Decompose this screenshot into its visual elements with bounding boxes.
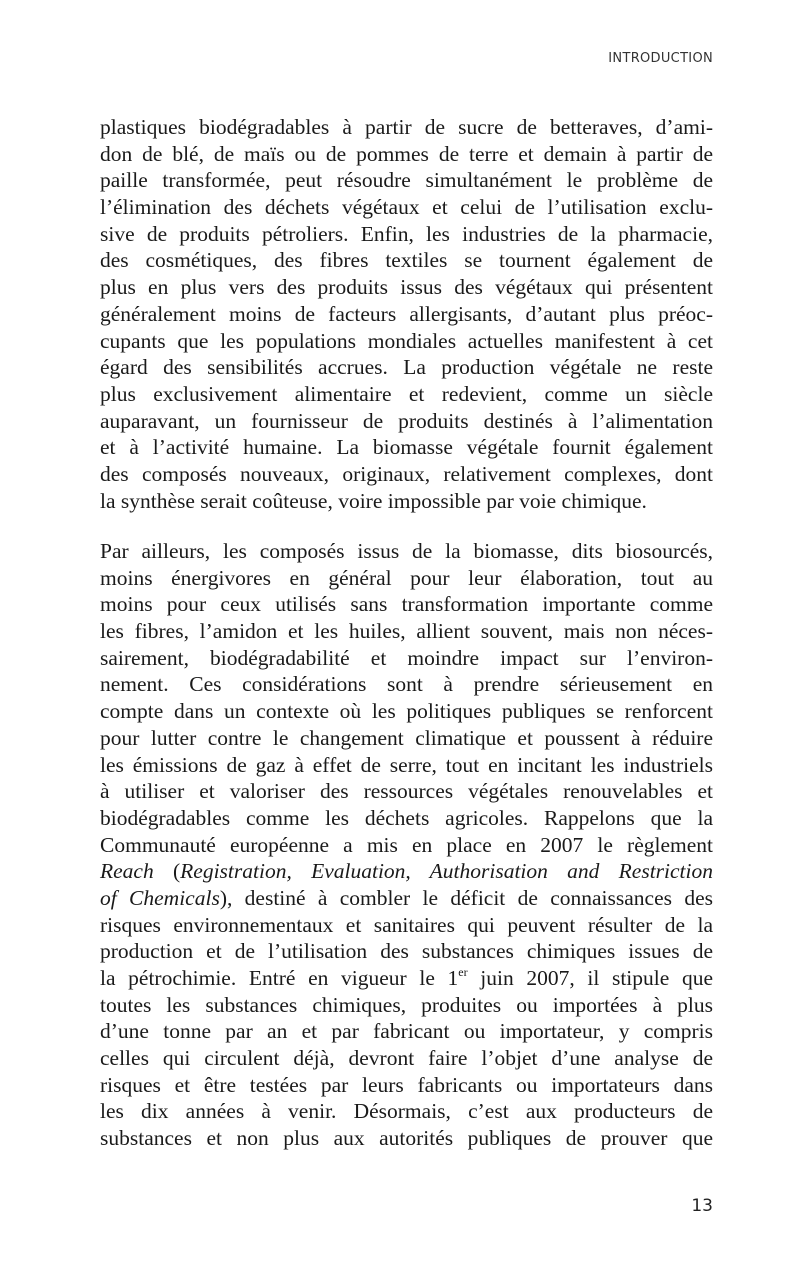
- text-line: plus exclusivement alimentaire et redevient, comme un siècle: [100, 381, 713, 406]
- text-line: sive de produits pétroliers. Enfin, les industries de la pharmacie,: [100, 221, 713, 246]
- text-line: don de blé, de maïs ou de pommes de terre et demain à partir de: [100, 141, 713, 166]
- text-line: à utiliser et valoriser des ressources végétales renouvelables et: [100, 779, 713, 804]
- text-line: plus en plus vers des produits issus des végétaux qui présentent: [100, 275, 713, 300]
- paragraph-1: [100, 114, 713, 514]
- text-line: pour lutter contre le changement climatique et poussent à réduire: [100, 725, 713, 750]
- italic-chemicals: of Chemicals: [100, 885, 220, 910]
- chemicals-line: [100, 885, 713, 912]
- italic-reach-expansion: Registration, Evaluation, Authorisation and Restriction: [180, 859, 713, 884]
- text-line: auparavant, un fournisseur de produits destinés à l’alimentation: [100, 408, 713, 433]
- text-line: moins pour ceux utilisés sans transformation importante comme: [100, 592, 713, 617]
- text-line: des composés nouveaux, originaux, relativement complexes, dont: [100, 461, 713, 486]
- text-line: les émissions de gaz à effet de serre, tout en incitant les industriels: [100, 752, 713, 777]
- running-head: INTRODUCTION: [608, 51, 713, 66]
- text-line: d’une tonne par an et par fabricant ou importateur, y compris: [100, 1019, 713, 1044]
- text-line: la synthèse serait coûteuse, voire impossible par voie chimique.: [100, 488, 647, 513]
- italic-reach: Reach: [100, 859, 154, 884]
- text-fragment: juin 2007, il stipule que: [467, 966, 713, 990]
- text-line: biodégradables comme les déchets agricoles. Rappelons que la: [100, 805, 713, 830]
- text-line: production et de l’utilisation des substances chimiques issues de: [100, 939, 713, 964]
- text-line: nement. Ces considérations sont à prendre sérieusement en: [100, 672, 713, 697]
- text-line: Par ailleurs, les composés issus de la biomasse, dits biosourcés,: [100, 539, 713, 563]
- paren-open: (: [153, 859, 181, 884]
- page-number: 13: [691, 1196, 713, 1216]
- ordinal-superscript: er: [458, 965, 468, 979]
- text-line: Communauté européenne a mis en place en 2007 le règlement: [100, 832, 713, 857]
- text-line: celles qui circulent déjà, devront faire l’objet d’une analyse de: [100, 1046, 713, 1071]
- text-line: paille transformée, peut résoudre simultanément le problème de: [100, 168, 713, 193]
- text-line: plastiques biodégradables à partir de sucre de betteraves, d’ami-: [100, 115, 713, 139]
- text-fragment: la pétrochimie. Entré en vigueur le 1: [100, 966, 459, 990]
- text-line: des cosmétiques, des fibres textiles se tournent également de: [100, 248, 713, 273]
- text-line: les dix années à venir. Désormais, c’est aux producteurs de: [100, 1099, 713, 1124]
- text-line: moins énergivores en général pour leur élaboration, tout au: [100, 565, 713, 590]
- text-line: risques environnementaux et sanitaires qui peuvent résulter de la: [100, 912, 713, 937]
- text-line: les fibres, l’amidon et les huiles, allient souvent, mais non néces-: [100, 619, 713, 644]
- text-line: égard des sensibilités accrues. La production végétale ne reste: [100, 355, 713, 380]
- text-line: sairement, biodégradabilité et moindre impact sur l’environ-: [100, 645, 713, 670]
- text-line: et à l’activité humaine. La biomasse végétale fournit également: [100, 435, 713, 460]
- reach-line: [100, 858, 713, 885]
- text-line: substances et non plus aux autorités publiques de prouver que: [100, 1126, 713, 1151]
- date-line: [100, 965, 713, 992]
- text-line: l’élimination des déchets végétaux et celui de l’utilisation exclu-: [100, 195, 713, 220]
- paragraph-2: [100, 538, 713, 1152]
- text-line: compte dans un contexte où les politiques publiques se renforcent: [100, 699, 713, 724]
- text-line: risques et être testées par leurs fabricants ou importateurs dans: [100, 1072, 713, 1097]
- text-line: généralement moins de facteurs allergisants, d’autant plus préoc-: [100, 301, 713, 326]
- text-fragment: ), destiné à combler le déficit de connaissances des: [219, 885, 713, 910]
- text-line: cupants que les populations mondiales actuelles manifestent à cet: [100, 328, 713, 353]
- text-line: toutes les substances chimiques, produites ou importées à plus: [100, 992, 713, 1017]
